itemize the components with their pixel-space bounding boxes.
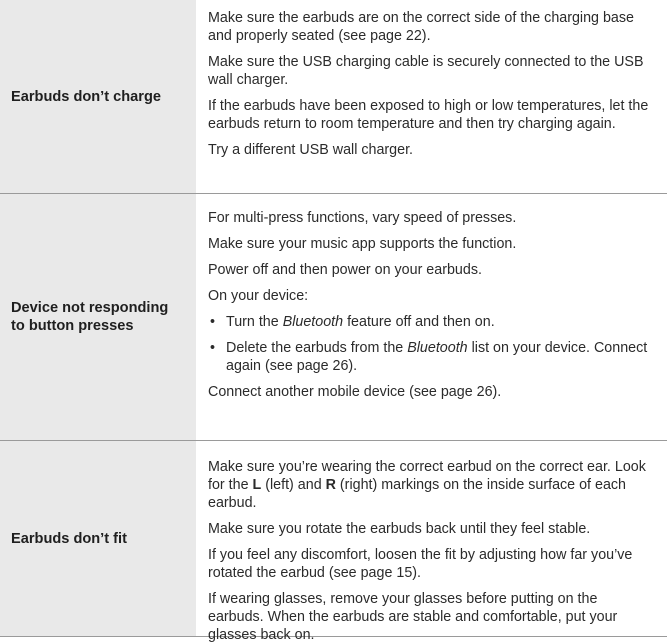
text-run-bold: R	[325, 477, 336, 493]
text-run: Delete the earbuds from the	[226, 340, 408, 356]
solution-paragraph: Make sure the USB charging cable is securely connected to the USB wall charger.	[208, 54, 644, 88]
problem-label	[0, 441, 196, 636]
text-run: (right) markings on the inside surface of each earbud.	[208, 477, 627, 511]
solution-paragraph: For multi-press functions, vary speed of presses.	[208, 210, 517, 226]
text-run: (left) and	[261, 477, 326, 493]
solution-paragraph: Make sure the earbuds are on the correct side of the charging base and properly seated (see page 22).	[208, 10, 634, 44]
problem-label	[0, 194, 196, 440]
solution-paragraph: Power off and then power on your earbuds.	[208, 262, 482, 278]
solution-cell	[196, 0, 667, 193]
problem-label-text: Earbuds don’t fit	[11, 530, 127, 547]
problem-label	[0, 0, 196, 193]
table-row	[0, 441, 667, 643]
table-row	[0, 0, 667, 194]
solution-paragraph: Make sure your music app supports the function.	[208, 236, 517, 252]
solution-cell	[196, 194, 667, 440]
solution-paragraph: If you feel any discomfort, loosen the fit by adjusting how far you’ve rotated the earbud (see page 15).	[208, 547, 633, 581]
text-run: Make sure you’re wearing the correct earbud on the correct ear. Look for the	[208, 459, 646, 493]
text-run: feature off and then on.	[343, 314, 495, 330]
solution-paragraph: If wearing glasses, remove your glasses before putting on the earbuds. When the earbuds are stable and comfortable, put your glasses back on.	[208, 591, 618, 643]
list-item	[208, 313, 657, 331]
text-run-italic: Bluetooth	[407, 340, 468, 356]
solution-paragraph: On your device:	[208, 288, 309, 304]
solution-cell	[196, 441, 667, 643]
bullet-list	[208, 313, 657, 375]
solution-paragraph: Connect another mobile device (see page 26).	[208, 384, 502, 400]
problem-label-text: Earbuds don’t charge	[11, 88, 162, 105]
text-run-bold: L	[252, 477, 262, 493]
problem-label-line: to button presses	[11, 318, 134, 334]
list-item	[208, 339, 657, 375]
solution-paragraph: If the earbuds have been exposed to high or low temperatures, let the earbuds return to room temperature and then try charging again.	[208, 98, 649, 132]
table-row	[0, 194, 667, 441]
solution-paragraph	[208, 458, 657, 512]
solution-paragraph: Try a different USB wall charger.	[208, 142, 414, 158]
text-run: list on your device. Connect again (see page 26).	[226, 340, 648, 374]
problem-label-line: Device not responding	[11, 300, 169, 316]
text-run: Turn the	[226, 314, 283, 330]
text-run-italic: Bluetooth	[282, 314, 344, 330]
problem-label-text	[11, 299, 168, 335]
solution-paragraph: Make sure you rotate the earbuds back until they feel stable.	[208, 521, 591, 537]
